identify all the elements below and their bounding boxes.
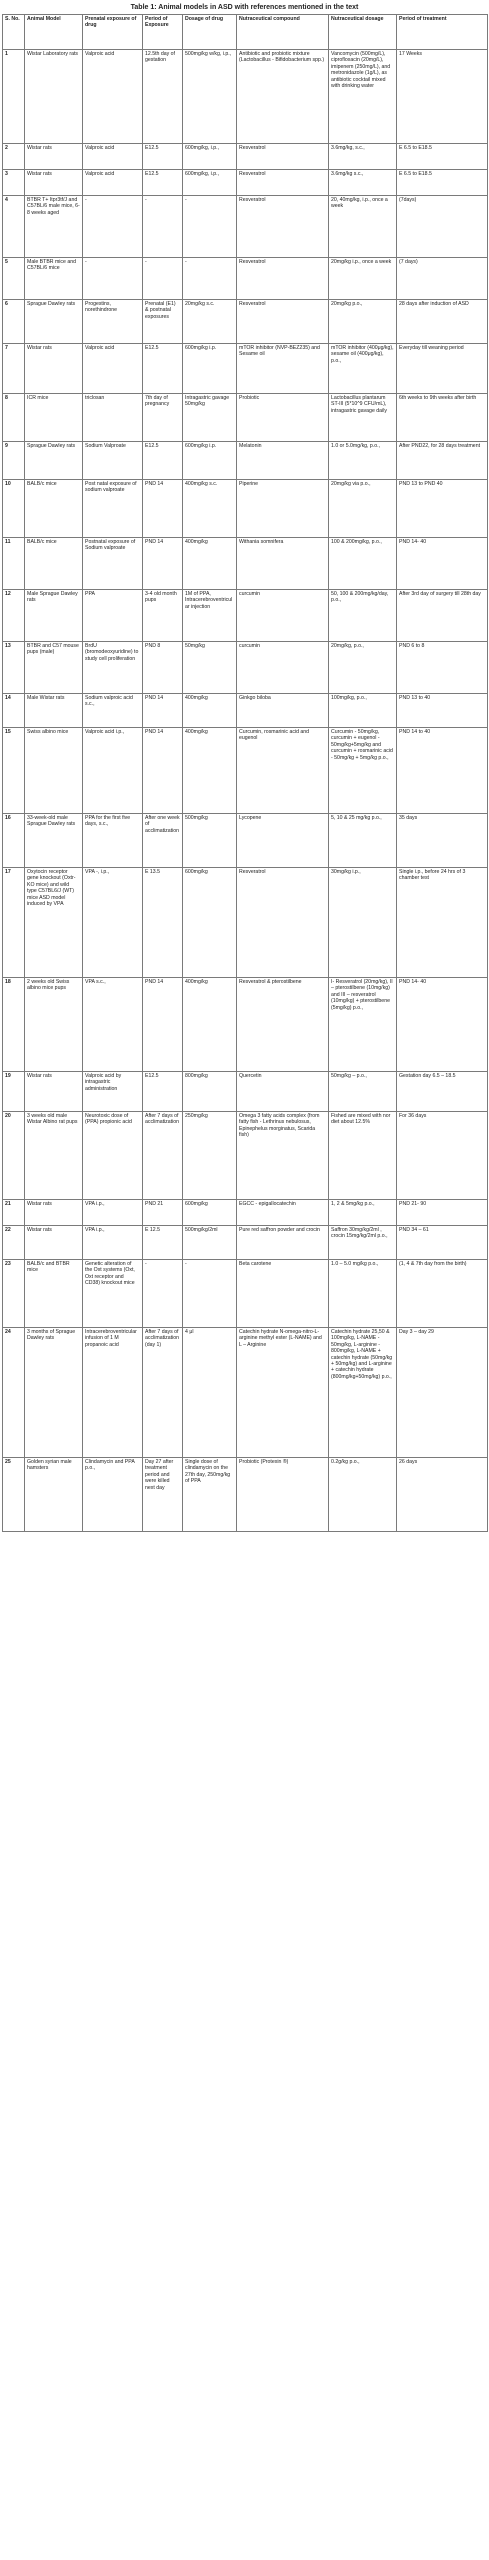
cell-prenatal-exposure: Valproic acid — [83, 170, 143, 196]
cell-period-treatment: PND 34 – 61 — [397, 1226, 488, 1260]
cell-prenatal-exposure: Valproic acid — [83, 344, 143, 394]
table-row — [3, 170, 488, 196]
cell-prenatal-exposure: - — [83, 196, 143, 258]
table-row — [3, 642, 488, 694]
cell-prenatal-exposure: VPA i.p., — [83, 1226, 143, 1260]
cell-nutraceutical: Resveratrol — [237, 868, 329, 978]
table-row — [3, 868, 488, 978]
table-row — [3, 1260, 488, 1328]
cell-sno: 4 — [3, 196, 25, 258]
table-row — [3, 394, 488, 442]
cell-animal-model: Golden syrian male hamsters — [25, 1458, 83, 1532]
cell-nutraceutical-dosage: 50mg/kg – p.o., — [329, 1072, 397, 1112]
cell-prenatal-exposure: Post natal exposure of sodium valproate — [83, 480, 143, 538]
cell-dosage: 4 μl — [183, 1328, 237, 1458]
cell-animal-model: BTBR T+ Itpr3tf/J and C57BL/6 male mice, 6-8 weeks aged — [25, 196, 83, 258]
cell-period-treatment: 35 days — [397, 814, 488, 868]
cell-sno: 19 — [3, 1072, 25, 1112]
header-row — [3, 15, 488, 50]
cell-animal-model: BALB/c mice — [25, 480, 83, 538]
cell-prenatal-exposure: Clindamycin and PPA p.o., — [83, 1458, 143, 1532]
cell-period-exposure: After 7 days of acclimatization (day 1) — [143, 1328, 183, 1458]
table-row — [3, 144, 488, 170]
cell-dosage: 400mg/kg s.c. — [183, 480, 237, 538]
cell-animal-model: BALB/c mice — [25, 538, 83, 590]
header-nutraceutical-dosage: Nutraceutical dosage — [329, 15, 397, 50]
cell-dosage: 600mg/kg i.p. — [183, 442, 237, 480]
cell-period-exposure: - — [143, 1260, 183, 1328]
cell-sno: 2 — [3, 144, 25, 170]
cell-period-exposure: After one week of acclimatization — [143, 814, 183, 868]
cell-period-exposure: E 12.5 — [143, 1226, 183, 1260]
cell-nutraceutical: Ginkgo biloba — [237, 694, 329, 728]
cell-sno: 10 — [3, 480, 25, 538]
cell-animal-model: Oxytocin receptor gene knockout (Oxtr-KO mice) and wild type C57BL6/J (WT) mice ASD model induced by VPA — [25, 868, 83, 978]
cell-dosage: 500mg/kg w/kg, i.p., — [183, 50, 237, 144]
cell-nutraceutical: Resveratrol — [237, 258, 329, 300]
cell-sno: 24 — [3, 1328, 25, 1458]
cell-nutraceutical-dosage: 20mg/kg p.o., — [329, 300, 397, 344]
cell-period-exposure: - — [143, 258, 183, 300]
cell-prenatal-exposure: Progestins, norethindrone — [83, 300, 143, 344]
cell-nutraceutical-dosage: 20mg/kg, p.o., — [329, 642, 397, 694]
cell-sno: 16 — [3, 814, 25, 868]
cell-dosage: 500mg/kg — [183, 814, 237, 868]
table-row — [3, 344, 488, 394]
cell-nutraceutical-dosage: 0.2g/kg p.o., — [329, 1458, 397, 1532]
cell-dosage: 500mg/kg/2ml — [183, 1226, 237, 1260]
cell-period-exposure: PND 14 — [143, 728, 183, 814]
cell-nutraceutical: Probiotic — [237, 394, 329, 442]
cell-period-treatment: After PND22, for 28 days treatment — [397, 442, 488, 480]
cell-nutraceutical: Curcumin, rosmarinic acid and eugenol — [237, 728, 329, 814]
cell-animal-model: ICR mice — [25, 394, 83, 442]
header-dosage: Dosage of drug — [183, 15, 237, 50]
table-row — [3, 1458, 488, 1532]
cell-nutraceutical-dosage: Curcumin - 50mg/kg, curcumin + eugenol - 50mg/kg+5mg/kg and curcumin + rosmarinic acid - 50mg/kg + 5mg/kg p.o., — [329, 728, 397, 814]
cell-sno: 5 — [3, 258, 25, 300]
table-row — [3, 978, 488, 1072]
cell-sno: 14 — [3, 694, 25, 728]
cell-period-exposure: E12.5 — [143, 144, 183, 170]
cell-sno: 8 — [3, 394, 25, 442]
cell-nutraceutical: Resveratrol — [237, 196, 329, 258]
cell-period-exposure: E12.5 — [143, 344, 183, 394]
cell-nutraceutical-dosage: 1.0 or 5.0mg/kg, p.o., — [329, 442, 397, 480]
cell-period-treatment: Gestation day 6.5 – 18.5 — [397, 1072, 488, 1112]
header-period-exposure: Period of Exposure — [143, 15, 183, 50]
cell-dosage: 600mg/kg, i.p., — [183, 144, 237, 170]
header-period-treatment: Period of treatment — [397, 15, 488, 50]
cell-nutraceutical-dosage: 3.6mg/kg, s.c., — [329, 144, 397, 170]
cell-period-treatment: PND 13 to PND 40 — [397, 480, 488, 538]
cell-period-treatment: E 6.5 to E18.5 — [397, 170, 488, 196]
cell-dosage: 1M of PPA, Intracerebroventricular injection — [183, 590, 237, 642]
cell-prenatal-exposure: BrdU (bromodeoxyuridine) to study cell proliferation — [83, 642, 143, 694]
cell-prenatal-exposure: VPA -, i.p., — [83, 868, 143, 978]
cell-nutraceutical: Antibiotic and probiotic mixture (Lactobacillus - Bifidobacterium spp.) — [237, 50, 329, 144]
cell-period-treatment: (1, 4 & 7th day from the birth) — [397, 1260, 488, 1328]
cell-nutraceutical-dosage: Fished are mixed with nor diet about 12.5% — [329, 1112, 397, 1200]
cell-animal-model: Wistar rats — [25, 170, 83, 196]
header-sno: S. No. — [3, 15, 25, 50]
cell-prenatal-exposure: PPA for the first five days, s.c., — [83, 814, 143, 868]
cell-period-treatment: PND 14- 40 — [397, 538, 488, 590]
table-row — [3, 538, 488, 590]
cell-dosage: Intragastric gavage 50mg/kg — [183, 394, 237, 442]
header-prenatal-exposure: Prenatal exposure of drug — [83, 15, 143, 50]
cell-dosage: - — [183, 196, 237, 258]
cell-animal-model: Wistar rats — [25, 344, 83, 394]
cell-period-exposure: E 13.5 — [143, 868, 183, 978]
table-row — [3, 258, 488, 300]
cell-prenatal-exposure: Intracerebroventricular infusion of 1 M propanoic acid — [83, 1328, 143, 1458]
cell-period-exposure: E12.5 — [143, 1072, 183, 1112]
cell-nutraceutical-dosage: 50, 100 & 200mg/kg/day, p.o., — [329, 590, 397, 642]
cell-prenatal-exposure: Valproic acid — [83, 50, 143, 144]
animal-models-table — [2, 14, 488, 1532]
cell-nutraceutical: Beta carotene — [237, 1260, 329, 1328]
table-row — [3, 728, 488, 814]
cell-dosage: 600mg/kg — [183, 868, 237, 978]
cell-animal-model: Wistar rats — [25, 1200, 83, 1226]
cell-nutraceutical: Omega 3 fatty acids complex (from fatty fish - Lethrinus nebulosus, Epinephelus morginatus, Scarida fish) — [237, 1112, 329, 1200]
cell-animal-model: Wistar rats — [25, 1072, 83, 1112]
table-row — [3, 50, 488, 144]
cell-prenatal-exposure: Postnatal exposure of Sodium valproate — [83, 538, 143, 590]
cell-nutraceutical: Resveratrol — [237, 144, 329, 170]
cell-nutraceutical-dosage: 20mg/kg i.p., once a week — [329, 258, 397, 300]
cell-prenatal-exposure: Neurotoxic dose of (PPA) propionic acid — [83, 1112, 143, 1200]
cell-nutraceutical-dosage: Catechin hydrate 25,50 & 100mg/kg, L-NAME - 50mg/kg, L-arginine - 800mg/kg, L-NAME + catechin hydrate (50mg/kg + 50mg/kg) and L-arginine + catechin hydrate (800mg/kg+50mg/kg) p.o., — [329, 1328, 397, 1458]
table-row — [3, 480, 488, 538]
cell-animal-model: Sprague Dawley rats — [25, 300, 83, 344]
table-row — [3, 1226, 488, 1260]
cell-prenatal-exposure: Valproic acid by intragastric administration — [83, 1072, 143, 1112]
cell-period-treatment: 17 Weeks — [397, 50, 488, 144]
cell-animal-model: BALB/c and BTBR mice — [25, 1260, 83, 1328]
header-nutraceutical: Nutraceutical compound — [237, 15, 329, 50]
cell-prenatal-exposure: Sodium valproic acid s.c., — [83, 694, 143, 728]
cell-period-exposure: E12.5 — [143, 442, 183, 480]
cell-period-exposure: PND 14 — [143, 480, 183, 538]
cell-sno: 11 — [3, 538, 25, 590]
cell-nutraceutical: Piperine — [237, 480, 329, 538]
cell-period-exposure: PND 14 — [143, 978, 183, 1072]
cell-nutraceutical-dosage: mTOR inhibitor (400μg/kg), sesame oil (400μg/kg), p.o., — [329, 344, 397, 394]
cell-nutraceutical: curcumin — [237, 642, 329, 694]
table-row — [3, 442, 488, 480]
cell-animal-model: Wistar rats — [25, 1226, 83, 1260]
cell-dosage: 600mg/kg i.p. — [183, 344, 237, 394]
cell-period-treatment: PND 13 to 40 — [397, 694, 488, 728]
cell-nutraceutical: Quercetin — [237, 1072, 329, 1112]
cell-period-exposure: Prenatal (E1) & postnatal exposures — [143, 300, 183, 344]
cell-animal-model: 2 weeks old Swiss albino mice pups — [25, 978, 83, 1072]
cell-dosage: - — [183, 258, 237, 300]
cell-period-exposure: Day 27 after treatment period and were killed next day — [143, 1458, 183, 1532]
cell-sno: 3 — [3, 170, 25, 196]
cell-nutraceutical-dosage: Vancomycin (500mg/L), ciprofloxacin (20mg/L), imipenem (250mg/L), and metronidazole (1g/L), as antibiotic cocktail mixed with drinking water — [329, 50, 397, 144]
cell-dosage: 20mg/kg s.c. — [183, 300, 237, 344]
cell-period-treatment: Day 3 – day 29 — [397, 1328, 488, 1458]
cell-period-treatment: 6th weeks to 9th weeks after birth — [397, 394, 488, 442]
cell-period-exposure: 3-4 old month pups — [143, 590, 183, 642]
cell-nutraceutical-dosage: 20, 40mg/kg, i.p., once a week — [329, 196, 397, 258]
cell-prenatal-exposure: PPA — [83, 590, 143, 642]
cell-animal-model: Swiss albino mice — [25, 728, 83, 814]
cell-nutraceutical-dosage: Lactobacillus plantarum ST-III (5*10^9 CFU/mL), intragastric gavage daily — [329, 394, 397, 442]
cell-dosage: 600mg/kg — [183, 1200, 237, 1226]
cell-sno: 7 — [3, 344, 25, 394]
table-row — [3, 1328, 488, 1458]
cell-nutraceutical: Resveratrol & pterostilbene — [237, 978, 329, 1072]
cell-sno: 12 — [3, 590, 25, 642]
cell-dosage: 800mg/kg — [183, 1072, 237, 1112]
cell-nutraceutical-dosage: Saffron 30mg/kg/2ml , crocin 15mg/kg/2ml p.o., — [329, 1226, 397, 1260]
cell-animal-model: Wistar Laboratory rats — [25, 50, 83, 144]
table-row — [3, 1072, 488, 1112]
cell-period-treatment: PND 21- 90 — [397, 1200, 488, 1226]
cell-period-treatment: 26 days — [397, 1458, 488, 1532]
cell-period-exposure: PND 21 — [143, 1200, 183, 1226]
table-caption: Table 1: Animal models in ASD with references mentioned in the text — [130, 4, 359, 11]
cell-dosage: 50mg/kg — [183, 642, 237, 694]
cell-dosage: 250mg/kg — [183, 1112, 237, 1200]
cell-nutraceutical: Withania somnifera — [237, 538, 329, 590]
cell-prenatal-exposure: Sodium Valproate — [83, 442, 143, 480]
table-row — [3, 814, 488, 868]
cell-period-treatment: PND 14 to 40 — [397, 728, 488, 814]
cell-nutraceutical-dosage: 1.0 – 5.0 mg/kg p.o., — [329, 1260, 397, 1328]
cell-animal-model: 33-week-old male Sprague Dawley rats — [25, 814, 83, 868]
cell-nutraceutical: Melatonin — [237, 442, 329, 480]
cell-period-exposure: 7th day of pregnancy — [143, 394, 183, 442]
cell-animal-model: Male Wistar rats — [25, 694, 83, 728]
cell-sno: 1 — [3, 50, 25, 144]
cell-prenatal-exposure: Valproic acid — [83, 144, 143, 170]
cell-animal-model: Wistar rats — [25, 144, 83, 170]
cell-nutraceutical: Pure red saffron powder and crocin — [237, 1226, 329, 1260]
cell-sno: 18 — [3, 978, 25, 1072]
cell-prenatal-exposure: VPA i.p., — [83, 1200, 143, 1226]
cell-sno: 21 — [3, 1200, 25, 1226]
cell-sno: 22 — [3, 1226, 25, 1260]
cell-nutraceutical-dosage: 100 & 200mg/kg, p.o., — [329, 538, 397, 590]
cell-period-treatment: (7days) — [397, 196, 488, 258]
cell-nutraceutical-dosage: 1, 2 & 5mg/kg p.o., — [329, 1200, 397, 1226]
cell-nutraceutical-dosage: 3.6mg/kg s.c., — [329, 170, 397, 196]
cell-period-treatment: PND 14- 40 — [397, 978, 488, 1072]
cell-sno: 9 — [3, 442, 25, 480]
cell-period-treatment: For 36 days — [397, 1112, 488, 1200]
cell-nutraceutical-dosage: 100mg/kg, p.o., — [329, 694, 397, 728]
cell-nutraceutical: Catechin hydrate N-omega-nitro-L-arginine methyl ester (L-NAME) and L – Arginine — [237, 1328, 329, 1458]
cell-nutraceutical: mTOR inhibitor (NVP-BEZ235) and Sesame oil — [237, 344, 329, 394]
cell-sno: 23 — [3, 1260, 25, 1328]
cell-dosage: 400mg/kg — [183, 978, 237, 1072]
cell-animal-model: 3 weeks old male Wistar Albino rat pups — [25, 1112, 83, 1200]
cell-period-treatment: After 3rd day of surgery till 28th day — [397, 590, 488, 642]
cell-prenatal-exposure: - — [83, 258, 143, 300]
cell-nutraceutical-dosage: 5, 10 & 25 mg/kg p.o., — [329, 814, 397, 868]
cell-sno: 20 — [3, 1112, 25, 1200]
cell-animal-model: Sprague Dawley rats — [25, 442, 83, 480]
cell-period-treatment: E 6.5 to E18.5 — [397, 144, 488, 170]
cell-period-treatment: 28 days after induction of ASD — [397, 300, 488, 344]
cell-animal-model: BTBR and C57 mouse pups (male) — [25, 642, 83, 694]
cell-period-exposure: After 7 days of acclimatization — [143, 1112, 183, 1200]
cell-period-exposure: E12.5 — [143, 170, 183, 196]
cell-period-treatment: Everyday till weaning period — [397, 344, 488, 394]
cell-animal-model: Male BTBR mice and C57BL/6 mice — [25, 258, 83, 300]
cell-nutraceutical: Probiotic (Protexin ®) — [237, 1458, 329, 1532]
cell-animal-model: 3 months of Sprague Dawley rats — [25, 1328, 83, 1458]
cell-prenatal-exposure: Valproic acid i.p., — [83, 728, 143, 814]
cell-prenatal-exposure: triclosan — [83, 394, 143, 442]
cell-sno: 15 — [3, 728, 25, 814]
cell-nutraceutical: Resveratrol — [237, 170, 329, 196]
cell-sno: 17 — [3, 868, 25, 978]
cell-nutraceutical: Lycopene — [237, 814, 329, 868]
table-row — [3, 1112, 488, 1200]
table-row — [3, 196, 488, 258]
cell-animal-model: Male Sprague Dawley rats — [25, 590, 83, 642]
table-row — [3, 1200, 488, 1226]
cell-prenatal-exposure: VPA s.c., — [83, 978, 143, 1072]
cell-nutraceutical: EGCC - epigallocatechin — [237, 1200, 329, 1226]
table-body — [3, 50, 488, 1532]
cell-nutraceutical-dosage: 20mg/kg via p.o., — [329, 480, 397, 538]
cell-period-exposure: - — [143, 196, 183, 258]
cell-dosage: 600mg/kg, i.p., — [183, 170, 237, 196]
cell-period-exposure: PND 14 — [143, 538, 183, 590]
cell-prenatal-exposure: Genetic alteration of the Oxt systems (Oxt, Oxt receptor and CD38) knockout mice — [83, 1260, 143, 1328]
header-animal-model: Animal Model — [25, 15, 83, 50]
cell-period-exposure: PND 14 — [143, 694, 183, 728]
cell-nutraceutical: curcumin — [237, 590, 329, 642]
cell-dosage: Single dose of clindamycin on the 27th day, 250mg/kg of PPA — [183, 1458, 237, 1532]
table-row — [3, 300, 488, 344]
cell-period-treatment: PND 6 to 8 — [397, 642, 488, 694]
cell-nutraceutical: Resveratrol — [237, 300, 329, 344]
table-row — [3, 590, 488, 642]
cell-period-exposure: 12.5th day of gestation — [143, 50, 183, 144]
cell-period-treatment: Single i.p., before 24 hrs of 3 chamber test — [397, 868, 488, 978]
cell-nutraceutical-dosage: I- Resveratrol (20mg/kg), II – pterostilbene (10mg/kg) and III – resveratrol (10mg/kg) + pterostilbene (5mg/kg) p.o., — [329, 978, 397, 1072]
cell-sno: 13 — [3, 642, 25, 694]
cell-period-exposure: PND 8 — [143, 642, 183, 694]
cell-sno: 25 — [3, 1458, 25, 1532]
cell-nutraceutical-dosage: 30mg/kg i.p., — [329, 868, 397, 978]
cell-period-treatment: (7 days) — [397, 258, 488, 300]
cell-dosage: 400mg/kg — [183, 728, 237, 814]
cell-dosage: 400mg/kg — [183, 538, 237, 590]
cell-sno: 6 — [3, 300, 25, 344]
table-row — [3, 694, 488, 728]
cell-dosage: - — [183, 1260, 237, 1328]
cell-dosage: 400mg/kg — [183, 694, 237, 728]
